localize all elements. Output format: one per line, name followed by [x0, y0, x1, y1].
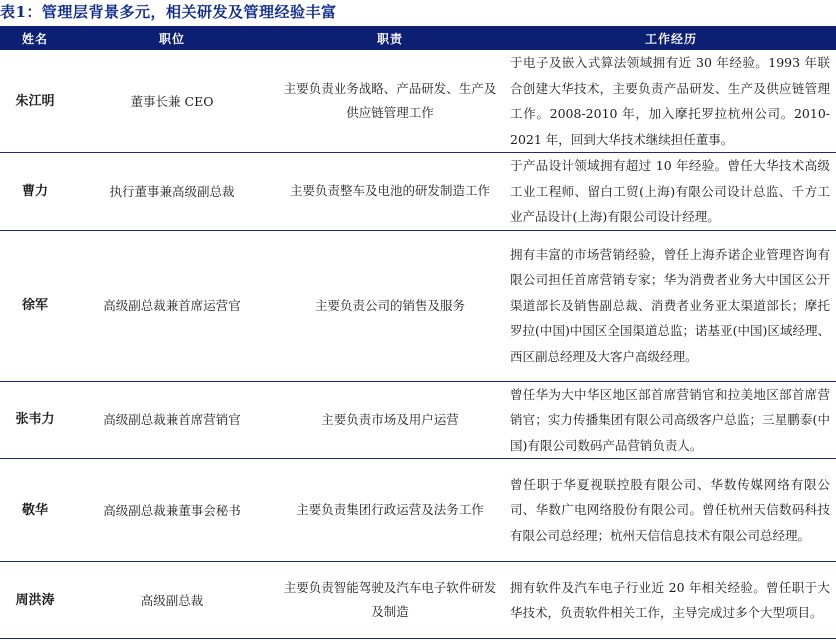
cell-name: 徐军 — [0, 230, 70, 381]
cell-position: 高级副总裁兼首席营销官 — [70, 381, 274, 459]
management-table — [0, 26, 836, 639]
table-row — [0, 50, 836, 153]
cell-responsibility: 主要负责业务战略、产品研发、生产及供应链管理工作 — [274, 50, 506, 153]
table-title: 表1：管理层背景多元，相关研发及管理经验丰富 — [0, 3, 337, 21]
header-responsibility: 职责 — [274, 26, 506, 50]
cell-experience: 拥有丰富的市场营销经验，曾任上海乔诺企业管理咨询有限公司担任首席营销专家；华为消费者业务大中国区公开渠道部长及销售副总裁、消费者业务亚太渠道部长；摩托罗拉(中国)中国区全国渠道总监；诺基亚(中国)区域经理、西区副总经理及大客户高级经理。 — [506, 230, 836, 381]
cell-responsibility: 主要负责集团行政运营及法务工作 — [274, 459, 506, 562]
table-row — [0, 230, 836, 381]
cell-experience: 于产品设计领域拥有超过 10 年经验。曾任大华技术高级工业工程师、留白工贸(上海)有限公司设计总监、千方工业产品设计(上海)有限公司设计经理。 — [506, 153, 836, 231]
cell-responsibility: 主要负责市场及用户运营 — [274, 381, 506, 459]
table-row — [0, 562, 836, 639]
header-row — [0, 26, 836, 50]
cell-position: 执行董事兼高级副总裁 — [70, 153, 274, 231]
cell-name: 周洪涛 — [0, 562, 70, 639]
cell-name: 敬华 — [0, 459, 70, 562]
table-header — [0, 26, 836, 50]
cell-responsibility: 主要负责智能驾驶及汽车电子软件研发及制造 — [274, 562, 506, 639]
cell-name: 朱江明 — [0, 50, 70, 153]
header-experience: 工作经历 — [506, 26, 836, 50]
cell-position: 董事长兼 CEO — [70, 50, 274, 153]
table-row — [0, 459, 836, 562]
cell-experience: 曾任华为大中华区地区部首席营销官和拉美地区部首席营销官；实力传播集团有限公司高级客户总监；三星鹏泰(中国)有限公司数码产品营销负责人。 — [506, 381, 836, 459]
table-row — [0, 153, 836, 231]
cell-experience: 于电子及嵌入式算法领域拥有近 30 年经验。1993 年联合创建大华技术，主要负责产品研发、生产及供应链管理工作。2008-2010 年，加入摩托罗拉杭州公司。2010-2021 年，回到大华技术继续担任董事。 — [506, 50, 836, 153]
cell-name: 张韦力 — [0, 381, 70, 459]
header-position: 职位 — [70, 26, 274, 50]
cell-name: 曹力 — [0, 153, 70, 231]
cell-position: 高级副总裁兼首席运营官 — [70, 230, 274, 381]
cell-experience: 拥有软件及汽车电子行业近 20 年相关经验。曾任职于大华技术，负责软件相关工作，主导完成过多个大型项目。 — [506, 562, 836, 639]
cell-position: 高级副总裁 — [70, 562, 274, 639]
cell-experience: 曾任职于华夏视联控股有限公司、华数传媒网络有限公司、华数广电网络股份有限公司。曾任杭州天信数码科技有限公司总经理；杭州天信信息技术有限公司总经理。 — [506, 459, 836, 562]
table-body — [0, 50, 836, 639]
cell-position: 高级副总裁兼董事会秘书 — [70, 459, 274, 562]
header-name: 姓名 — [0, 26, 70, 50]
cell-responsibility: 主要负责整车及电池的研发制造工作 — [274, 153, 506, 231]
table-row — [0, 381, 836, 459]
cell-responsibility: 主要负责公司的销售及服务 — [274, 230, 506, 381]
